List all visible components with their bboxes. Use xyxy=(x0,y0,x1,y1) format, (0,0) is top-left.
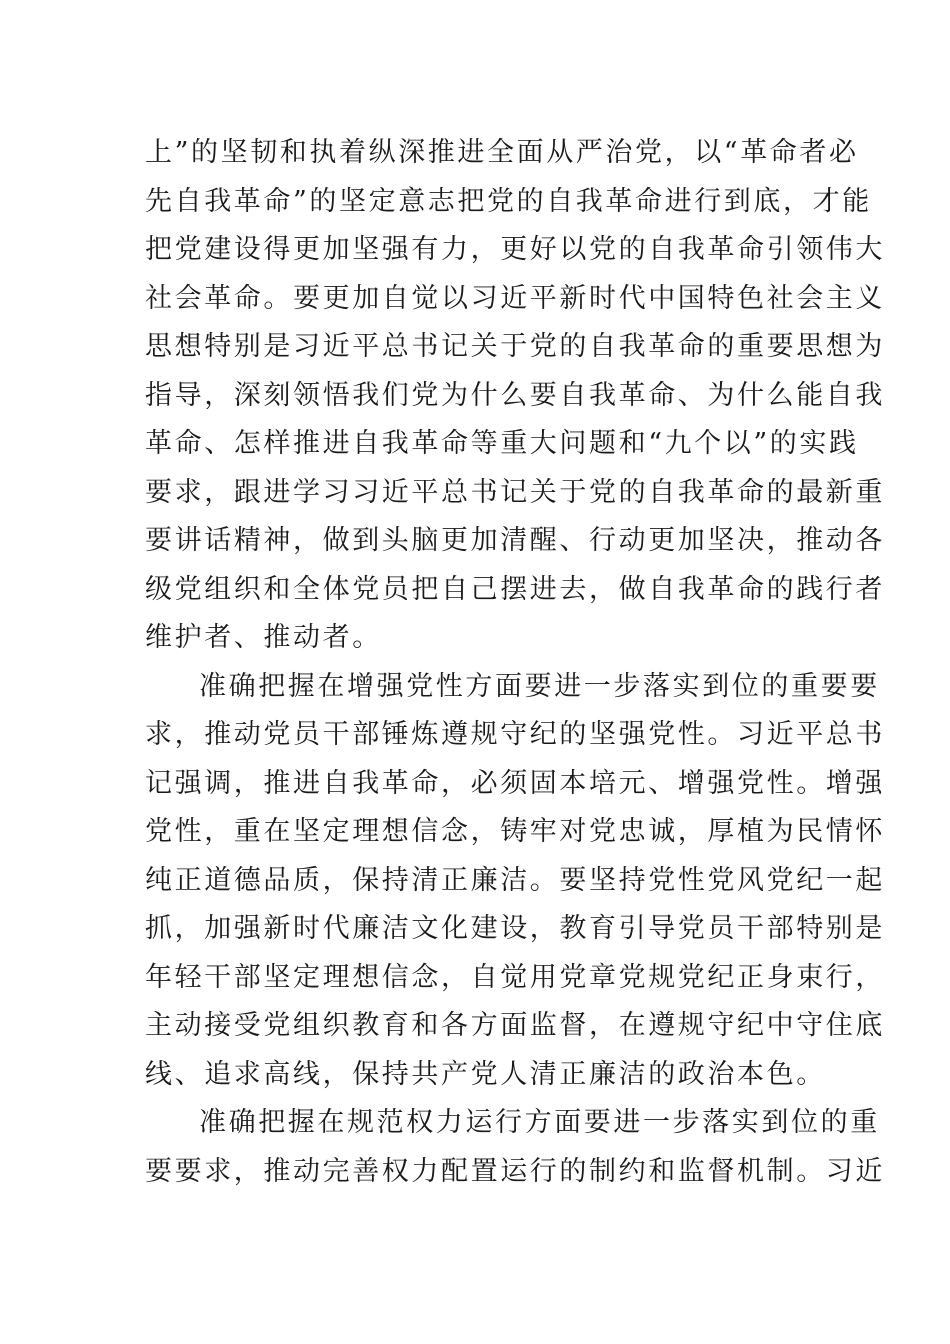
text-line: 思想特别是习近平总书记关于党的自我革命的重要思想为 xyxy=(145,331,885,362)
text-line: 把党建设得更加坚强有力，更好以党的自我革命引领伟大 xyxy=(145,234,885,265)
text-line: 求，推动党员干部锤炼遵规守纪的坚强党性。习近平总书 xyxy=(145,719,885,750)
text-line: 线、追求高线，保持共产党人清正廉洁的政治本色。 xyxy=(145,1058,826,1090)
text-line: 要要求，推动完善权力配置运行的制约和监督机制。习近 xyxy=(145,1155,885,1187)
text-line: 维护者、推动者。 xyxy=(145,622,382,653)
text-line: 指导，深刻领悟我们党为什么要自我革命、为什么能自我 xyxy=(145,379,885,411)
text-line: 要求，跟进学习习近平总书记关于党的自我革命的最新重 xyxy=(145,476,885,508)
text-line: 纯正道德品质，保持清正廉洁。要坚持党性党风党纪一起 xyxy=(145,864,885,896)
text-line: 先自我革命”的坚定意志把党的自我革命进行到底，才能 xyxy=(145,185,872,217)
text-line: 主动接受党组织教育和各方面监督，在遵规守纪中守住底 xyxy=(145,1010,885,1041)
text-line: 级党组织和全体党员把自己摆进去，做自我革命的践行者 xyxy=(145,573,885,605)
text-line: 社会革命。要更加自觉以习近平新时代中国特色社会主义 xyxy=(145,282,885,314)
text-line: 革命、怎样推进自我革命等重大问题和“九个以”的实践 xyxy=(145,428,859,459)
text-line: 要讲话精神，做到头脑更加清醒、行动更加坚决，推动各 xyxy=(145,525,885,556)
text-line: 年轻干部坚定理想信念，自觉用党章党规党纪正身束行， xyxy=(145,961,885,993)
text-line: 抓，加强新时代廉洁文化建设，教育引导党员干部特别是 xyxy=(145,913,885,944)
text-line: 记强调，推进自我革命，必须固本培元、增强党性。增强 xyxy=(145,767,885,799)
text-line: 上”的坚韧和执着纵深推进全面从严治党，以“革命者必 xyxy=(145,137,859,168)
paragraph-start-line: 准确把握在增强党性方面要进一步落实到位的重要要 xyxy=(199,670,880,702)
body-text xyxy=(145,129,885,1196)
text-line: 党性，重在坚定理想信念，铸牢对党忠诚，厚植为民情怀 xyxy=(145,816,885,847)
paragraph-start-line: 准确把握在规范权力运行方面要进一步落实到位的重 xyxy=(199,1107,880,1138)
